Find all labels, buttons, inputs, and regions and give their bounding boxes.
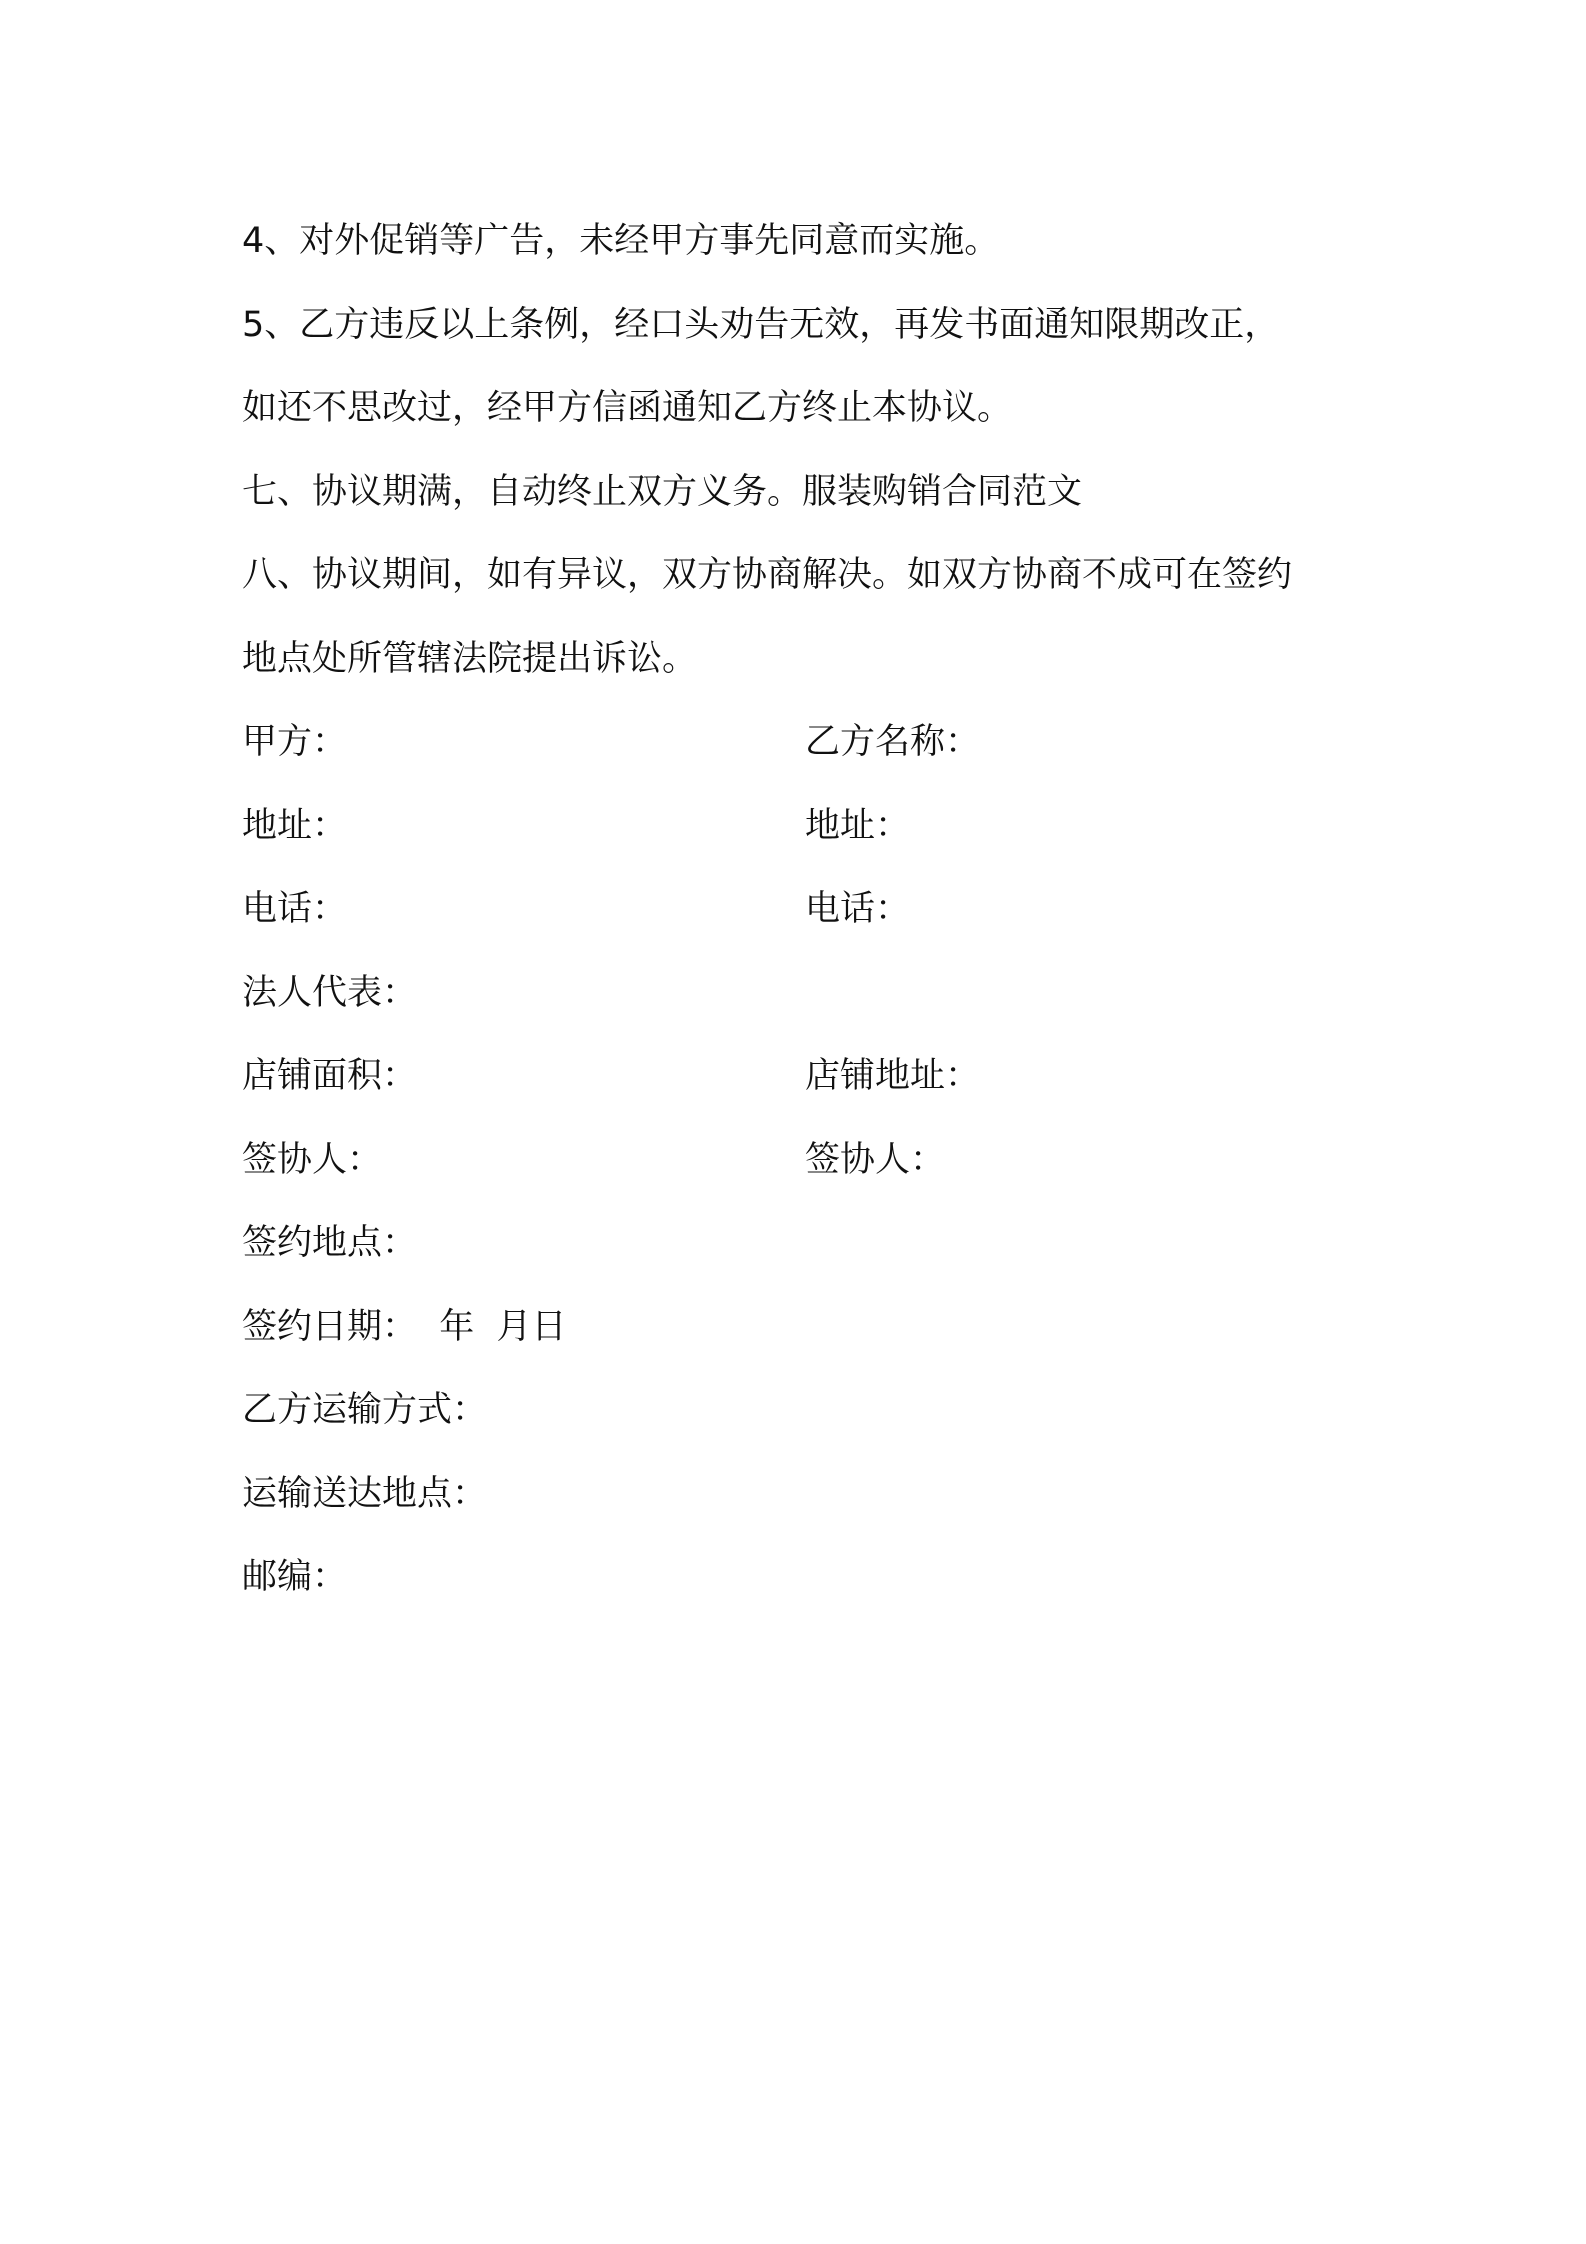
party-a-label: 甲方： xyxy=(242,722,348,762)
address-a-label: 地址： xyxy=(242,805,348,846)
phone-b-label: 电话： xyxy=(805,889,911,929)
address-b-label: 地址： xyxy=(805,805,911,846)
legal-rep-label: 法人代表： xyxy=(242,972,418,1013)
store-address-label: 店铺地址： xyxy=(805,1056,981,1096)
address-row xyxy=(242,785,1362,869)
party-b-name-label: 乙方名称： xyxy=(805,722,981,762)
clause-4-promotion: 4、对外促销等广告，未经甲方事先同意而实施。 xyxy=(242,221,1000,261)
signatory-b-label: 签协人： xyxy=(805,1139,946,1180)
transport-method-label: 乙方运输方式： xyxy=(242,1390,488,1430)
postcode-label: 邮编： xyxy=(242,1557,348,1597)
party-row xyxy=(242,701,1362,785)
store-row xyxy=(242,1035,1362,1119)
postcode-row xyxy=(242,1536,1362,1620)
signatory-row xyxy=(242,1119,1362,1203)
phone-a-label: 电话： xyxy=(242,889,348,929)
transport-method-row xyxy=(242,1369,1362,1453)
phone-row xyxy=(242,868,1362,952)
clause-8-dispute: 八、协议期间，如有异议，双方协商解决。如双方协商不成可在签约 xyxy=(242,555,1293,595)
signing-place-label: 签约地点： xyxy=(242,1223,418,1263)
legal-rep-row xyxy=(242,952,1362,1036)
clause-7-expiry: 七、协议期满，自动终止双方义务。服装购销合同范文 xyxy=(242,471,1083,512)
signing-date-row xyxy=(242,1286,1362,1370)
clause-5-continuation: 如还不思改过，经甲方信函通知乙方终止本协议。 xyxy=(242,388,1013,428)
document-body xyxy=(242,200,1362,1620)
delivery-place-row xyxy=(242,1453,1362,1537)
signatory-a-label: 签协人： xyxy=(242,1139,383,1180)
store-area-label: 店铺面积： xyxy=(242,1056,418,1096)
signing-date-label: 签约日期： 年 月日 xyxy=(242,1306,567,1347)
clause-5-violation: 5、乙方违反以上条例，经口头劝告无效，再发书面通知限期改正， xyxy=(242,304,1280,345)
clause-8-continuation: 地点处所管辖法院提出诉讼。 xyxy=(242,638,698,679)
delivery-place-label: 运输送达地点： xyxy=(242,1473,488,1514)
signing-place-row xyxy=(242,1202,1362,1286)
